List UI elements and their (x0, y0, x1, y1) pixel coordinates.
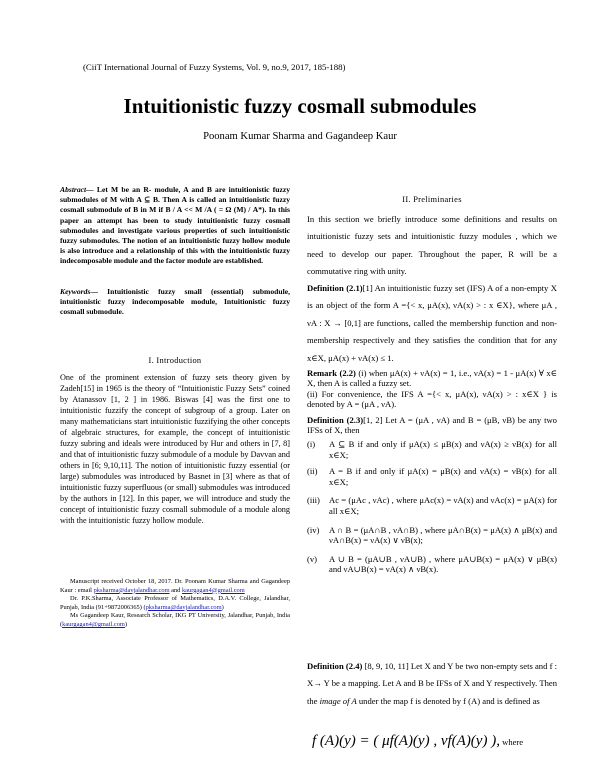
footnote-3: Ms Gagandeep Kaur, Research Scholar, IKG PT University, Jalandhar, Punjab, India (kaurgagan4@gmail.com) (60, 612, 290, 628)
paper-authors: Poonam Kumar Sharma and Gagandeep Kaur (203, 131, 397, 142)
footnotes (60, 578, 290, 630)
journal-citation: (CiiT International Journal of Fuzzy Systems, Vol. 9, no.9, 2017, 185-188) (83, 62, 346, 72)
image-formula: f (A)(y) = ( μf(A)(y) , νf(A)(y) ), where (312, 733, 524, 749)
prelim-intro: In this section we briefly introduce some definitions and results on intuitionistic fuzzy sets and intuitionistic fuzzy modules , which we need to develop our paper. Throughout the paper, R will be a commutative ring with unity. (307, 214, 557, 277)
footnote-1: Manuscript received October 18, 2017. Dr. Poonam Kumar Sharma and Gagandeep Kaur : email pksharma@davjalandhar.com and kaurgagan4@gmail.com (60, 578, 290, 594)
prelim-heading: II. Preliminaries (402, 195, 462, 204)
list-item: (iv) A ∩ B = (μA∩B , νA∩B) , where μA∩B(x) = μA(x) ∧ μB(x) and νA∩B(x) = νA(x) ∨ νB(x); (307, 524, 557, 546)
paper-title: Intuitionistic fuzzy cosmall submodules (123, 94, 477, 118)
list-item: (v) A ∪ B = (μA∪B , νA∪B) , where μA∪B(x) = μA(x) ∨ μB(x) and νA∪B(x) = νA(x) ∧ νB(x). (307, 553, 557, 575)
abstract-label: Abstract— (60, 185, 94, 194)
keywords-text: Intuitionistic fuzzy small (essential) submodule, intuitionistic fuzzy indecomposable module, Intuitionistic fuzzy cosmall submodule. (60, 287, 290, 317)
intro-heading: I. Introduction (148, 356, 202, 365)
definition-2-3-list (307, 439, 557, 575)
remark-2-2: Remark (2.2) (i) when μA(x) + νA(x) = 1, i.e., νA(x) = 1 - μA(x) ∀ x∈ X, then A is called a fuzzy set. (ii) For convenience, the IFS A ={< x, μA(x), νA(x) > : x∈X } is denoted by A = (μA , νA). (307, 368, 558, 410)
email-link[interactable]: kaurgagan4@gmail.com (181, 586, 245, 594)
keywords-label: Keywords— (60, 287, 98, 296)
definition-2-3: Definition (2.3)[1, 2] Let A = (μA , νA) and B = (μB, νB) be any two IFSs of X, then (307, 415, 557, 436)
definition-2-1: Definition (2.1)[1] An intuitionistic fuzzy set (IFS) A of a non-empty X is an object of the form A ={< x, μA(x), νA(x) > : x ∈X}, where μA , νA : X → [0,1] are functions, called the membership function and non-membership respectively and they satisfies the condition that for any x∈X, μA(x) + νA(x) ≤ 1. (307, 283, 557, 363)
email-link[interactable]: pksharma@davjalandhar.com (93, 586, 170, 594)
abstract-text: Let M be an R- module, A and B are intuitionistic fuzzy submodules of M with A ⊆ B. Then A is called an intuitionistic fuzzy cosmall submodule of B in M if B / A << M /A ( = Ω (M) / A*). In this paper an attempt has been to study intuitionistic fuzzy cosmall submodules and investigate various properties of such intuitionistic fuzzy submodules. The notion of an intuitionistic fuzzy hollow module is also introduce and a relationship of this with the intuitionistic fuzzy indecomposable module and the factor module are established. (60, 185, 290, 266)
email-link[interactable]: kaurgagan4@gmail.com (62, 620, 125, 628)
list-item: (iii) Ac = (μAc , νAc) , where μAc(x) = νA(x) and νAc(x) = μA(x) for all x∈X; (307, 495, 557, 516)
footnote-2: Dr. P.K.Sharma, Associate Professor of Mathematics, D.A.V. College, Jalandhar, Punjab, India (91+9872006365) (pksharma@davjalandhar.com) (60, 595, 290, 611)
abstract (60, 185, 290, 267)
intro-text: One of the prominent extension of fuzzy sets theory given by Zadeh[15] in 1965 is the theory of “Intuitionistic Fuzzy Sets” coined by Atanassov [1, 2 ] in 1986. Biswas [4] was the first one to intuitionistic fuzzify the concept of subgroup of a group. Later on many mathematicians start intuitionistic fuzzifying the other concepts of algebraic structures, for example, the concept of intuitionistic fuzzy subring and ideals were introduced by Hur and others in [7, 8] and that of intuitionistic fuzzy submodule of a module by Davvan and others in [6; 9,10,11]. The notion of intuitionistic fuzzy essential (or large) submodules was introduced by Basnet in [3] where as that of intuitionistic fuzzy superfluous (or small) submodules was introduced by the authors in [12]. In this paper, we will introduce and study the concept of intuitionistic fuzzy cosmall submodule of a module along with the intuitionistic fuzzy hollow module. (60, 373, 290, 525)
definition-2-4: Definition (2.4) [8, 9, 10, 11] Let X and Y be two non-empty sets and f : X→ Y be a mapping. Let A and B be IFSs of X and Y respectively. Then the image of A under the map f is denoted by f (A) and is defined as (307, 661, 557, 706)
list-item: (i) A ⊆ B if and only if μA(x) ≤ μB(x) and νA(x) ≥ νB(x) for all x∈X; (307, 439, 557, 460)
list-item: (ii) A = B if and only if μA(x) = μB(x) and νA(x) = νB(x) for all x∈X; (307, 466, 557, 487)
keywords (60, 287, 290, 318)
email-link[interactable]: pksharma@davjalandhar.com (145, 603, 222, 611)
